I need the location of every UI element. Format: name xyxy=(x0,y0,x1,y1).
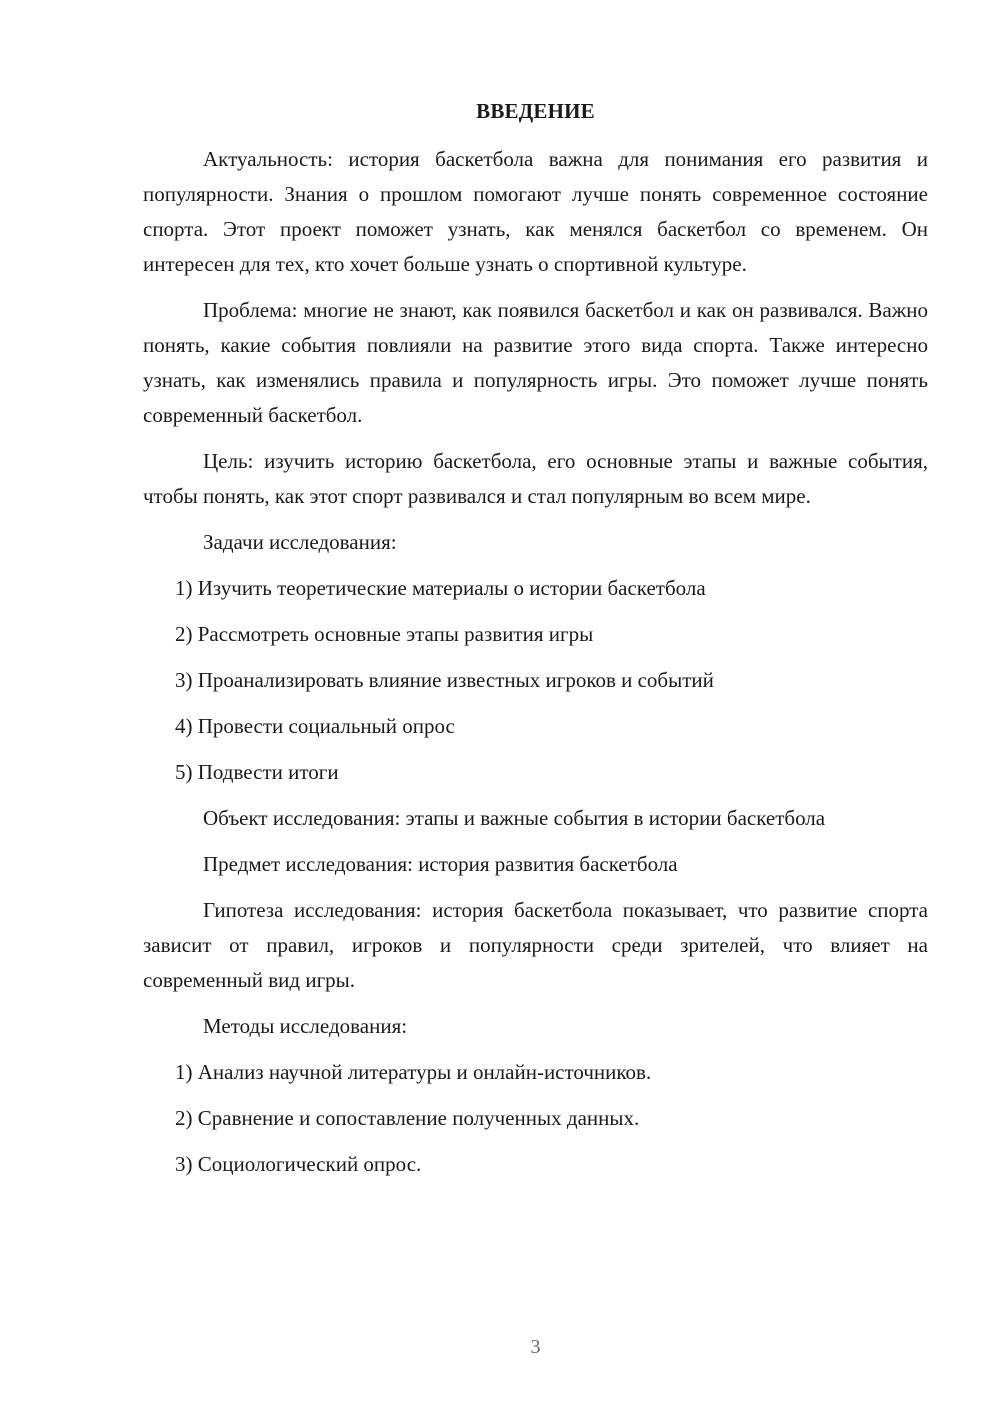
method-item-2: 2) Сравнение и сопоставление полученных данных. xyxy=(175,1106,640,1130)
page-number: 3 xyxy=(530,1336,541,1358)
hypothesis-paragraph: Гипотеза исследования: история баскетбола показывает, что развитие спорта зависит от правил, игроков и популярности среди зрителей, что влияет на современный вид игры. xyxy=(143,898,928,992)
task-item-5: 5) Подвести итоги xyxy=(175,760,339,784)
document-page xyxy=(143,0,928,1414)
task-item-3: 3) Проанализировать влияние известных игроков и событий xyxy=(175,668,714,692)
method-item-1: 1) Анализ научной литературы и онлайн-источников. xyxy=(175,1060,652,1084)
subject-paragraph: Предмет исследования: история развития баскетбола xyxy=(203,852,678,876)
method-item-3: 3) Социологический опрос. xyxy=(175,1152,422,1176)
goal-paragraph: Цель: изучить историю баскетбола, его основные этапы и важные события, чтобы понять, как этот спорт развивался и стал популярным во всем мире. xyxy=(143,449,928,508)
object-paragraph: Объект исследования: этапы и важные события в истории баскетбола xyxy=(203,806,826,830)
relevance-paragraph: Актуальность: история баскетбола важна для понимания его развития и популярности. Знания о прошлом помогают лучше понять современное состояние спорта. Этот проект поможет узнать, как менялся баскетбол со временем. Он интересен для тех, кто хочет больше узнать о спортивной культуре. xyxy=(143,147,928,276)
tasks-heading: Задачи исследования: xyxy=(203,530,397,554)
problem-paragraph: Проблема: многие не знают, как появился баскетбол и как он развивался. Важно понять, какие события повлияли на развитие этого вида спорта. Также интересно узнать, как изменялись правила и популярность игры. Это поможет лучше понять современный баскетбол. xyxy=(143,298,928,427)
methods-heading: Методы исследования: xyxy=(203,1014,408,1038)
section-body xyxy=(143,142,928,1193)
task-item-4: 4) Провести социальный опрос xyxy=(175,714,455,738)
task-item-1: 1) Изучить теоретические материалы о истории баскетбола xyxy=(175,576,706,600)
task-item-2: 2) Рассмотреть основные этапы развития игры xyxy=(175,622,594,646)
section-title: ВВЕДЕНИЕ xyxy=(476,99,595,123)
